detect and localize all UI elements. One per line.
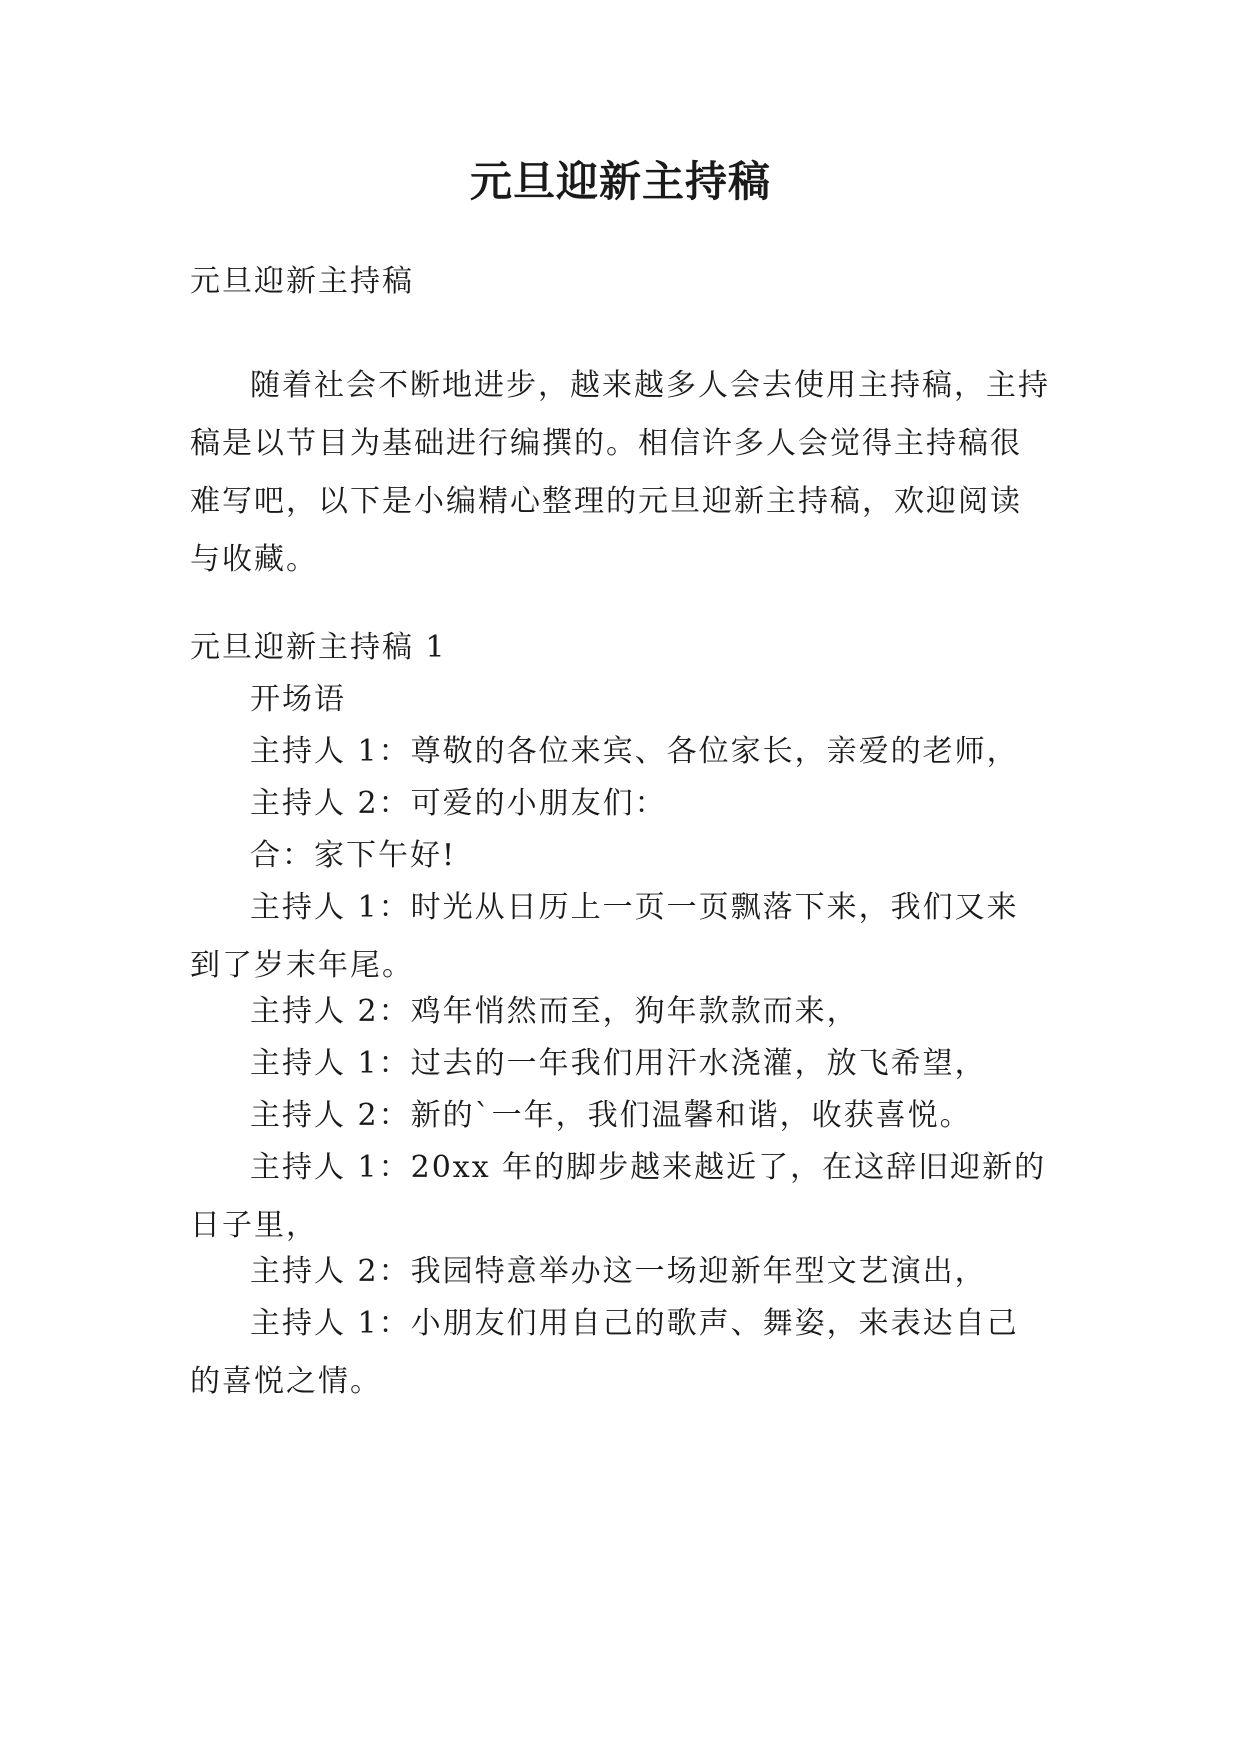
document-title: 元旦迎新主持稿 [469, 157, 771, 206]
body-line: 主持人 2：可爱的小朋友们： [250, 786, 667, 821]
body-line: 主持人 1：小朋友们用自己的歌声、舞姿，来表达自己的喜悦之情。 [190, 1306, 1019, 1399]
body-line: 主持人 1：20xx 年的脚步越来越近了，在这辞旧迎新的日子里， [190, 1150, 1047, 1243]
body-line: 合：家下午好! [250, 838, 457, 873]
body-line: 主持人 2：新的`一年，我们温馨和谐，收获喜悦。 [250, 1098, 972, 1133]
body-line: 主持人 2：鸡年悄然而至，狗年款款而来， [250, 994, 859, 1029]
body-line: 开场语 [250, 682, 346, 717]
intro-paragraph: 随着社会不断地进步，越来越多人会去使用主持稿，主持稿是以节目为基础进行编撰的。相信许多人会觉得主持稿很难写吧，以下是小编精心整理的元旦迎新主持稿，欢迎阅读与收藏。 [190, 368, 1050, 577]
subtitle: 元旦迎新主持稿 [190, 264, 414, 299]
body-line: 主持人 1：尊敬的各位来宾、各位家长，亲爱的老师， [250, 734, 1019, 769]
body-line: 主持人 2：我园特意举办这一场迎新年型文艺演出， [250, 1254, 987, 1289]
body-line: 主持人 1：时光从日历上一页一页飘落下来，我们又来到了岁末年尾。 [190, 890, 1019, 983]
body-line: 主持人 1：过去的一年我们用汗水浇灌，放飞希望， [250, 1046, 987, 1081]
section-heading: 元旦迎新主持稿 1 [190, 630, 447, 665]
